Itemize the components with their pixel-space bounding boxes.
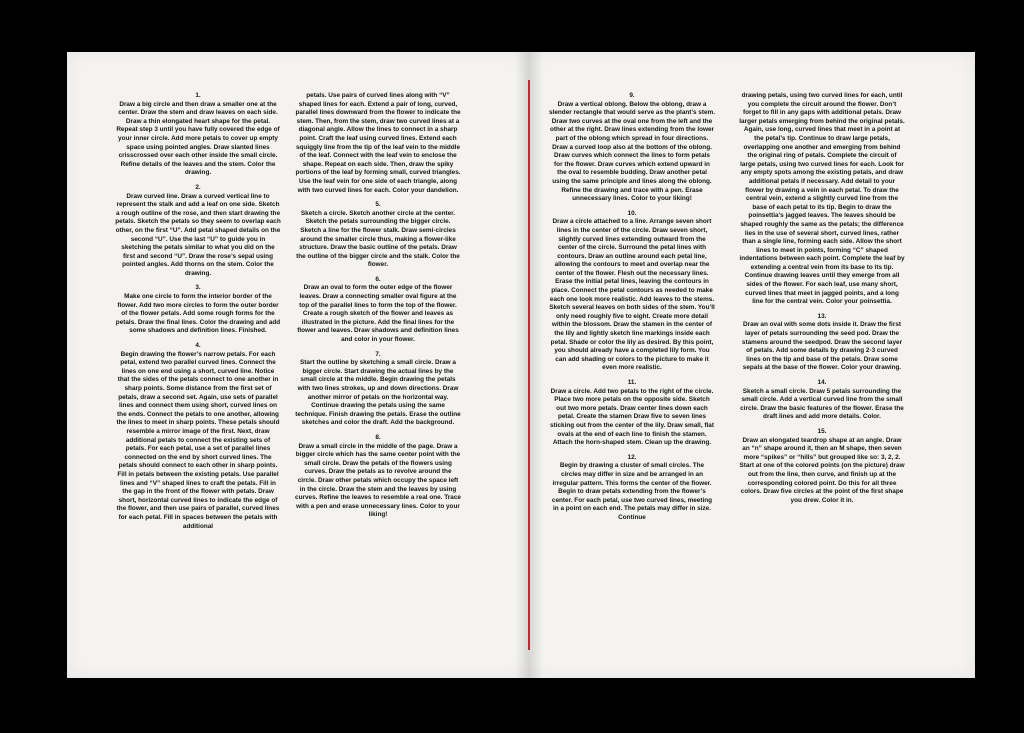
section-text: Draw a big circle and then draw a smaller one at the center. Draw the stem and draw leaves on each side. Draw a thin elongated heart shape for the petal. Repeat step 3 until you have fully covered the edge of your inner circle. Add more petals to cover up empty space using pointed angles. Draw slanted lines crisscrossed over each other inside the small circle. Refine details of the leaves and the stem. Color the drawing.: [116, 100, 280, 177]
section-number: 7.: [375, 350, 381, 358]
section-number: 9.: [629, 92, 635, 99]
binding-stitch: [528, 80, 530, 650]
right-page: [529, 52, 975, 678]
section-text: Sketch a circle. Sketch another circle at the center. Sketch the petals surrounding the bigger circle. Sketch a line for the flower stalk. Draw semi-circles around the smaller circle thus, making a flower-like structure. Draw the basic outline of the petals. Draw the outline of the bigger circle and the stalk. Color the flower.: [296, 209, 460, 269]
instruction-section: [115, 184, 281, 279]
left-page: [67, 52, 529, 678]
column-1: [115, 92, 281, 537]
section-number: 5.: [375, 201, 381, 209]
instruction-section: [115, 284, 281, 336]
section-number: 11.: [627, 379, 637, 386]
instruction-section: [295, 201, 461, 270]
column-3: [549, 92, 715, 529]
section-number: 1.: [195, 92, 201, 99]
instruction-section: [295, 276, 461, 345]
section-text: Draw a small circle in the middle of the page. Draw a bigger circle which has the same center point with the small circle. Draw the petals of the flowers using curves. Draw the petals as to revolve around the circle. Draw other petals which occupy the space left in the circle. Draw the stem and the leaves by using curves. Refine the leaves to resemble a real one. Trace with a pen and erase unnecessary lines. Color to your liking!: [295, 442, 461, 519]
section-text: Start the outline by sketching a small circle. Draw a bigger circle. Start drawing the actual lines by the small circle at the middle. Begin drawing the petals with two lines strokes, up and down directions. Draw another mirror of petals on the horizontal way. Continue drawing the petals using the same technique. Finish drawing the petals. Erase the outline sketches and color the draft. Add the background.: [295, 359, 461, 427]
column-4: [739, 92, 905, 511]
section-text: Draw a vertical oblong. Below the oblong, draw a slender rectangle that would serve as the plant’s stem. Draw two curves at the oval one from the left and the other at the right. Draw lines extending from the lower part of the oblong which spread in four directions. Draw a curved loop also at the bottom of the oblong. Draw curves which connect the lines to form petals for the flower. Draw curves which extend upward in the oval to resemble budding. Draw another petal using the same principle and lines along the oblong. Refine the drawing and trace with a pen. Erase unnecessary lines. Color to your liking!: [549, 100, 715, 203]
booklet-spread: [67, 52, 975, 678]
instruction-section: [549, 92, 715, 204]
section-number: 14.: [817, 379, 827, 386]
instruction-section: [295, 92, 461, 195]
section-number: 10.: [627, 209, 637, 217]
section-number: 6.: [375, 275, 381, 283]
column-2: [295, 92, 461, 526]
instruction-section: [549, 379, 715, 448]
instruction-section: [549, 454, 715, 523]
section-text: Draw an oval to form the outer edge of the flower leaves. Draw a connecting smaller oval figure at the top of the parallel lines to form the top of the flower. Create a rough sketch of the flower and leaves as illustrated in the picture. Add the final lines for the flower and leaves. Draw shadows and definition lines and color in your flower.: [297, 284, 459, 344]
section-text: Make one circle to form the interior border of the flower. Add two more circles to form the outer border of the flower petals. Add some rough forms for the petals. Draw the final lines. Color the drawing and add some shadows and definition lines. Finished.: [115, 293, 281, 335]
section-number: 2.: [195, 183, 201, 191]
section-number: 3.: [195, 284, 201, 292]
section-number: 4.: [195, 342, 201, 350]
instruction-section: [295, 434, 461, 520]
section-text: Draw a circle attached to a line. Arrange seven short lines in the center of the circle. Draw seven short, slightly curved lines extending outward from the center of the circle. Surround the petal lines with contours. Draw an outline around each petal line, allowing the contours to meet and overlap near the center of the flower. Flesh out the necessary lines. Erase the initial petal lines, leaving the contours in place. Connect the petal contours as needed to make each one look more realistic. Add leaves to the stems. Sketch several leaves on both sides of the stem. You’ll only need roughly five to eight. Create more detail within the blossom. Draw the stamen in the center of the lily and lightly sketch line markings inside each petal. Shade or color the lily as desired. By this point, you should already have a completed lily form. You can add shading or colors to the picture to make it even more realistic.: [549, 218, 715, 372]
section-text: Draw curved line. Draw a curved vertical line to represent the stalk and add a leaf on one side. Sketch a rough outline of the rose, and then start drawing the petals. Sketch the petals so they seem to overlap each other, on the first “U”. Add petal shaped details on the second “U”. Use the last “U” to guide you in sketching the petals similar to what you did on the first and second “U”. Draw the rose’s sepal using pointed angles. Add thorns on the stem. Color the drawing.: [115, 192, 281, 277]
gutter-shadow: [515, 52, 529, 678]
instruction-section: [739, 379, 905, 422]
section-text: Sketch a small circle. Draw 5 petals surrounding the small circle. Add a vertical curved line from the small circle. Draw the basic features of the flower. Erase the draft lines and add more details. Color.: [740, 387, 904, 421]
section-text: Draw an elongated teardrop shape at an angle. Draw an “n” shape around it, then an M shape, then seven more “spikes” or “hills” but grouped like so: 3, 2, 2. Start at one of the colored points (on the picture) draw out from the line, then curve, and finish up at the corresponding colored point. Do this for all three colors. Draw five circles at the point of the first shape you drew. Color it in.: [739, 436, 905, 504]
section-text: Begin by drawing a cluster of small circles. The circles may differ in size and be arranged in an irregular pattern. This forms the center of the flower. Begin to draw petals extending from the flower’s center. For each petal, use two curved lines, meeting in a point on each end. The petals may differ in size. Continue: [551, 462, 713, 521]
instruction-section: [739, 428, 905, 505]
instruction-section: [115, 342, 281, 531]
instruction-section: [115, 92, 281, 178]
instruction-section: [739, 313, 905, 373]
instruction-section: [295, 351, 461, 428]
section-number: 13.: [817, 312, 827, 320]
instruction-section: [739, 92, 905, 307]
section-text: petals. Use pairs of curved lines along with “V” shaped lines for each. Extend a pair of long, curved, parallel lines downward from the flower to indicate the stem. Then, from the stem, draw two curved lines at a diagonal angle. Allow the lines to connect in a sharp point. Craft the leaf using curved lines. Extend each squiggly line from the tip of the leaf vein to the middle of the leaf. Connect with the leaf vein to enclose the shape. Repeat on each side. Then, draw the spiky portions of the leaf by forming small, curved triangles. Use the leaf vein for one side of each triangle, along with two curved lines for each. Color your dandelion.: [295, 92, 461, 194]
section-text: Begin drawing the flower’s narrow petals. For each petal, extend two parallel curved lines. Connect the lines on one end using a short, curved line. Notice that the sides of the petals connect to one another in sharp points. Some distance from the first set of petals, draw a second set. Again, use sets of parallel lines and connect them using short, curved lines on the ends. Connect the petals to one another, allowing the lines to meet in sharp points. These petals should resemble a mirror image of the first. Next, draw additional petals to connect the existing sets of petals. For each petal, use a set of parallel lines connected on the end by short curved lines. The petals should connect to each other in sharp points. Fill in petals between the existing petals. Use parallel lines and “V” shaped lines to craft the petals. Fill in the gap in the front of the flower with petals. Draw short, horizontal curved lines to indicate the edge of the flower, and then use pairs of parallel, curved lines for each petal. Fill in spaces between the petals with additional: [116, 350, 280, 530]
section-number: 12.: [627, 453, 637, 461]
section-number: 15.: [817, 427, 827, 435]
section-text: Draw a circle. Add two petals to the right of the circle. Place two more petals on the opposite side. Sketch out two more petals. Draw center lines down each petal. Create the stamen Draw five to seven lines sticking out from the center of the lily. Draw small, flat ovals at the end of each line to finish the stamen. Attach the horn-shaped stem. Clean up the drawing.: [550, 387, 714, 447]
section-text: drawing petals, using two curved lines for each, until you complete the circuit around the flower. Don’t forget to fill in any gaps with additional petals. Draw larger petals emerging from behind the original petals. Again, use long, curved lines that meet in a point at the petal’s tip. Continue to draw large petals, overlapping one another and emerging from behind the original ring of petals. Complete the circuit of large petals, using two curved lines for each. Look for any empty spots among the existing petals, and draw additional petals if necessary. Add detail to your flower by drawing a vein in each petal. To draw the central vein, extend a slightly curved line from the base of each petal to its tip. Begin to draw the poinsettia’s jagged leaves. The leaves should be shaped roughly the same as the petals; the difference lies in the use of several short, curved lines, rather than a single line, forming each side. Allow the short lines to meet in points, forming “C” shaped indentations between each point. Complete the leaf by extending a central vein from its base to its tip. Continue drawing leaves until they emerge from all sides of the flower. For each leaf, use many short, curved lines that meet in jagged points, and a long line for the central vein. Color your poinsettia.: [739, 92, 905, 306]
gutter-shadow: [529, 52, 543, 678]
section-text: Draw an oval with some dots inside it. Draw the first layer of petals surrounding the seed pod. Draw the stamens around the seedpod. Draw the second layer of petals. Add some details by drawing 2-3 curved lines on the tip and base of the petals. Draw some sepals at the base of the flower. Color your drawing.: [741, 321, 903, 372]
instruction-section: [549, 210, 715, 373]
section-number: 8.: [375, 433, 381, 441]
